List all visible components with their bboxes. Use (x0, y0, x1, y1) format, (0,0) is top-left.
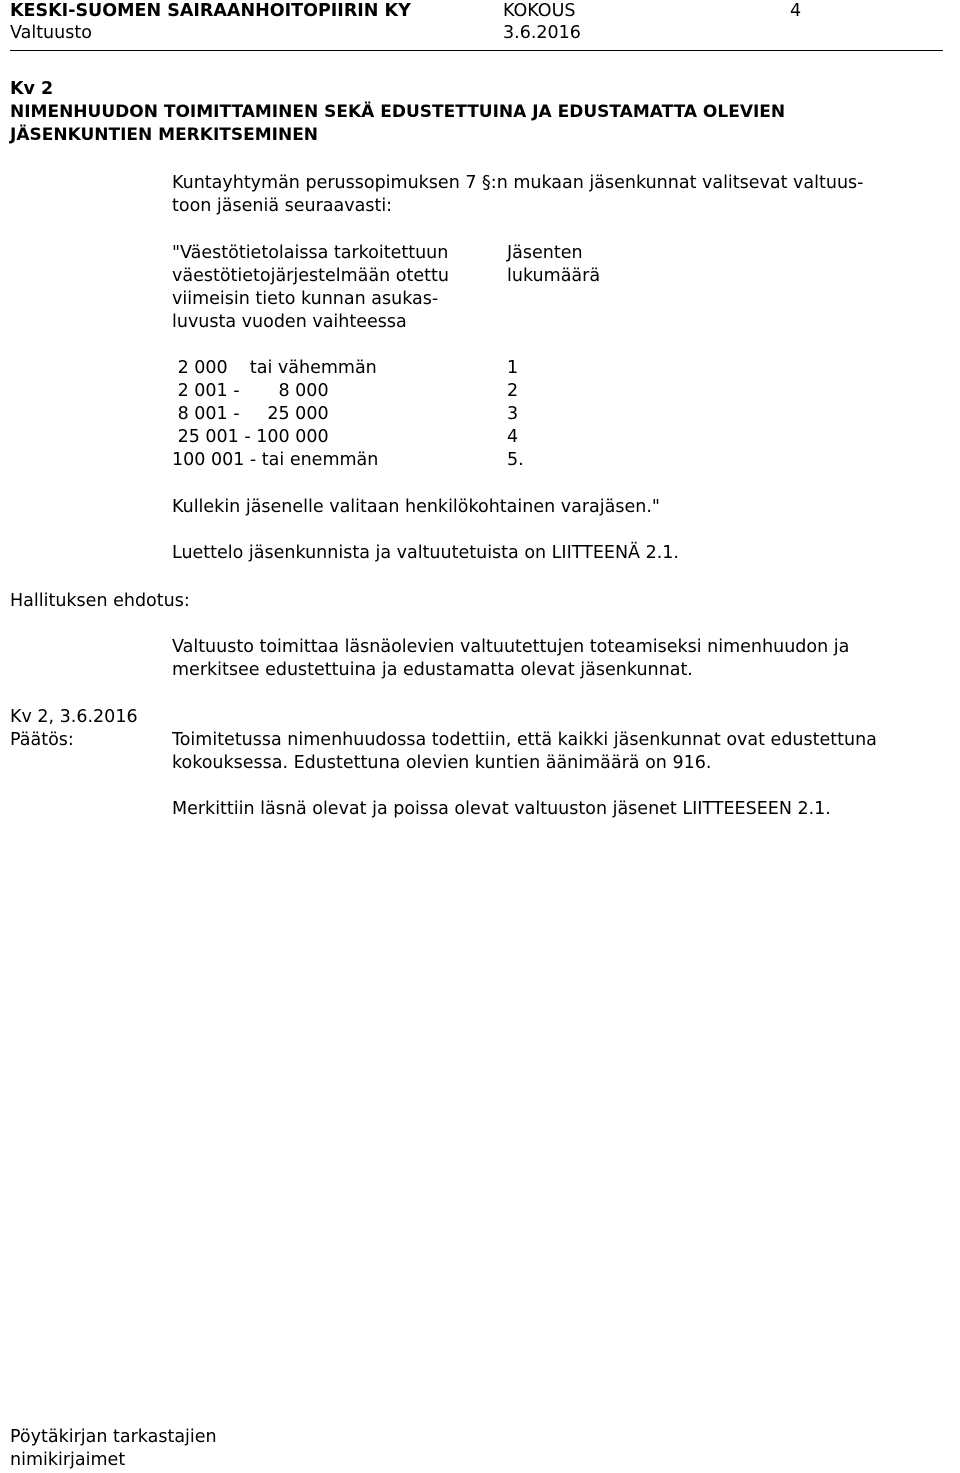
table-row-members: 4 (507, 427, 519, 447)
section-number: Kv 2 (10, 79, 54, 99)
table-row-range: 100 001 - tai enemmän (172, 450, 379, 470)
meeting-label: KOKOUS (503, 1, 576, 21)
table-row-range: 2 001 - 8 000 (172, 381, 329, 401)
proposal-line2: merkitsee edustettuina ja edustamatta olevat jäsenkunnat. (172, 660, 693, 680)
section-title-line2: JÄSENKUNTIEN MERKITSEMINEN (10, 125, 319, 145)
table-row-range: 2 000 tai vähemmän (172, 358, 377, 378)
appendix-note: Luettelo jäsenkunnista ja valtuutetuista on LIITTEENÄ 2.1. (172, 543, 679, 563)
page-number: 4 (790, 1, 802, 21)
intro-line2: toon jäseniä seuraavasti: (172, 196, 393, 216)
table-row-members: 3 (507, 404, 519, 424)
body-name: Valtuusto (10, 23, 92, 43)
table-col1-header-line4: luvusta vuoden vaihteessa (172, 312, 407, 332)
table-col1-header-line3: viimeisin tieto kunnan asukas- (172, 289, 439, 309)
table-row-members: 5. (507, 450, 524, 470)
table-col2-header-line1: Jäsenten (507, 243, 583, 263)
deputy-note: Kullekin jäsenelle valitaan henkilökohtainen varajäsen." (172, 497, 660, 517)
section-title-line1: NIMENHUUDON TOIMITTAMINEN SEKÄ EDUSTETTUINA JA EDUSTAMATTA OLEVIEN (10, 102, 786, 122)
table-col1-header-line1: "Väestötietolaissa tarkoitettuun (172, 243, 449, 263)
meeting-date: 3.6.2016 (503, 23, 581, 43)
organization-name: KESKI-SUOMEN SAIRAANHOITOPIIRIN KY (10, 1, 411, 21)
table-col1-header-line2: väestötietojärjestelmään otettu (172, 266, 449, 286)
decision-label: Päätös: (10, 730, 74, 750)
table-row-members: 2 (507, 381, 519, 401)
attendance-note: Merkittiin läsnä olevat ja poissa olevat valtuuston jäsenet LIITTEESEEN 2.1. (172, 799, 831, 819)
footer-line1: Pöytäkirjan tarkastajien (10, 1427, 217, 1447)
table-col2-header-line2: lukumäärä (507, 266, 601, 286)
footer-line2: nimikirjaimet (10, 1450, 126, 1470)
decision-line2: kokouksessa. Edustettuna olevien kuntien äänimäärä on 916. (172, 753, 712, 773)
table-row-range: 8 001 - 25 000 (172, 404, 329, 424)
intro-line1: Kuntayhtymän perussopimuksen 7 §:n mukaan jäsenkunnat valitsevat valtuus- (172, 173, 864, 193)
table-row-range: 25 001 - 100 000 (172, 427, 329, 447)
proposal-line1: Valtuusto toimittaa läsnäolevien valtuutettujen toteamiseksi nimenhuudon ja (172, 637, 850, 657)
header-divider (10, 50, 943, 51)
table-row-members: 1 (507, 358, 519, 378)
decision-ref: Kv 2, 3.6.2016 (10, 707, 138, 727)
decision-line1: Toimitetussa nimenhuudossa todettiin, että kaikki jäsenkunnat ovat edustettuna (172, 730, 877, 750)
proposal-label: Hallituksen ehdotus: (10, 591, 190, 611)
